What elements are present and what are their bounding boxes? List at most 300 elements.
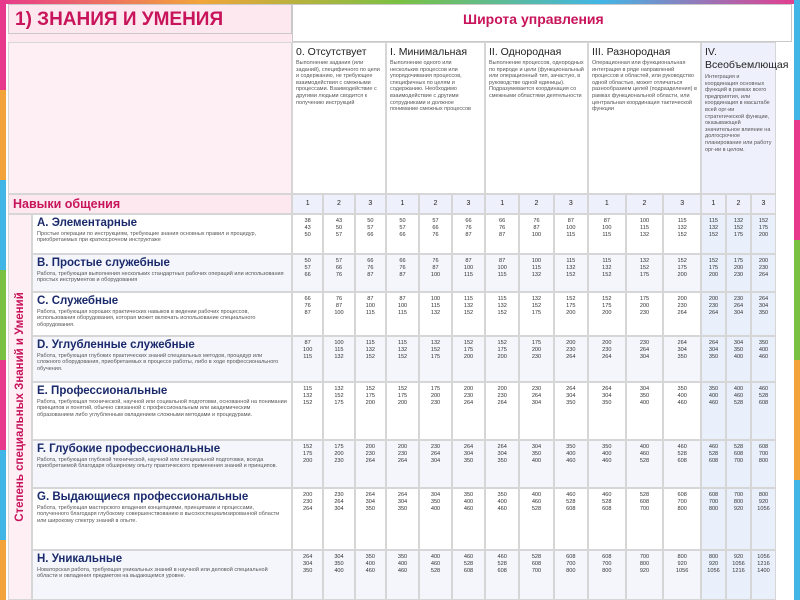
points-cell: [726, 550, 751, 600]
points-cell: [485, 214, 519, 254]
points-value: 87: [603, 218, 610, 224]
points-value: 700: [733, 458, 744, 464]
points-value: 175: [334, 400, 344, 406]
scope-column-title: IV. Всеобъемлющая: [705, 46, 789, 71]
points-value: 132: [497, 303, 507, 309]
points-value: 132: [397, 347, 408, 353]
points-value: 152: [708, 258, 719, 264]
points-cell: [751, 440, 776, 488]
points-value: 57: [399, 225, 406, 231]
points-value: 152: [758, 218, 769, 224]
points-value: 350: [708, 354, 719, 360]
points-value: 350: [602, 444, 612, 450]
points-value: 528: [531, 506, 542, 512]
points-value: 460: [733, 393, 744, 399]
points-value: 152: [639, 265, 650, 271]
points-value: 304: [602, 393, 612, 399]
points-cell: [663, 488, 701, 550]
communication-level-cell: 3: [355, 194, 386, 214]
communication-level-cell: 2: [726, 194, 751, 214]
points-value: 175: [566, 303, 576, 309]
points-value: 528: [430, 568, 441, 574]
communication-level-cell: 1: [588, 194, 626, 214]
points-cell: [626, 440, 664, 488]
points-value: 200: [302, 492, 313, 498]
points-value: 100: [397, 303, 408, 309]
points-cell: [355, 440, 386, 488]
points-value: 460: [566, 458, 576, 464]
points-cell: [626, 254, 664, 292]
points-value: 200: [566, 310, 576, 316]
points-value: 264: [497, 400, 507, 406]
points-value: 264: [566, 386, 576, 392]
points-value: 76: [335, 296, 343, 302]
points-cell: [386, 550, 419, 600]
points-cell: [292, 440, 323, 488]
points-value: 264: [302, 506, 313, 512]
points-value: 87: [399, 272, 406, 278]
points-cell: [663, 550, 701, 600]
points-value: 350: [708, 386, 719, 392]
points-value: 115: [497, 296, 507, 302]
points-cell: [485, 254, 519, 292]
scope-column-header: [588, 42, 701, 194]
knowledge-level-title: B. Простые служебные: [37, 257, 170, 269]
points-value: 152: [430, 347, 441, 353]
knowledge-level-description: Новаторская работа, требующая уникальных знаний в научной или деловой специальной области и овладения предметом на выдающемся уровне.: [37, 567, 268, 580]
navyki-label-cell: [8, 194, 292, 214]
points-cell: [726, 214, 751, 254]
points-value: 100: [430, 272, 441, 278]
points-cell: [626, 550, 664, 600]
points-value: 66: [304, 272, 311, 278]
knowledge-level-label: [32, 382, 292, 440]
points-value: 528: [566, 499, 576, 505]
points-cell: [452, 336, 485, 382]
points-value: 230: [531, 354, 542, 360]
points-value: 1056: [757, 554, 770, 560]
points-value: 57: [367, 225, 374, 231]
points-value: 460: [602, 458, 612, 464]
points-cell: [554, 550, 588, 600]
points-cell: [701, 440, 726, 488]
points-value: 608: [602, 554, 612, 560]
points-cell: [452, 254, 485, 292]
points-cell: [292, 214, 323, 254]
points-value: 87: [304, 310, 311, 316]
points-value: 152: [566, 272, 576, 278]
points-value: 175: [708, 265, 719, 271]
points-value: 152: [365, 354, 375, 360]
points-value: 264: [365, 458, 375, 464]
points-cell: [355, 214, 386, 254]
points-value: 264: [302, 554, 313, 560]
points-value: 132: [334, 354, 344, 360]
points-value: 350: [677, 386, 687, 392]
communication-level-cell: 3: [663, 194, 701, 214]
points-cell: [452, 292, 485, 336]
points-value: 152: [497, 340, 507, 346]
communication-level-cell: 3: [452, 194, 485, 214]
points-value: 350: [430, 499, 441, 505]
points-value: 230: [497, 393, 507, 399]
points-cell: [701, 550, 726, 600]
points-value: 50: [399, 218, 406, 224]
points-value: 66: [432, 225, 439, 231]
points-cell: [701, 336, 726, 382]
points-value: 400: [758, 347, 769, 353]
points-value: 800: [639, 561, 650, 567]
scope-column-title: 0. Отсутствует: [296, 46, 367, 58]
points-value: 50: [304, 258, 311, 264]
vertical-axis-label: Степень специальных Знаний и Умений: [14, 292, 26, 522]
knowledge-level-description: Работа, требующая глубокой технической, научной или специальной подготовки, всегда приобретаемой благодаря обширному опыту практического применения знаний и принципов.: [37, 457, 278, 470]
points-value: 230: [733, 272, 744, 278]
points-cell: [419, 254, 452, 292]
points-cell: [519, 488, 553, 550]
points-value: 152: [708, 232, 719, 238]
points-value: 400: [639, 400, 650, 406]
section-title: 1) ЗНАНИЯ И УМЕНИЯ: [15, 9, 224, 30]
navyki-label: Навыки общения: [13, 197, 121, 211]
points-value: 76: [432, 232, 439, 238]
points-value: 400: [639, 444, 650, 450]
points-cell: [588, 382, 626, 440]
points-value: 264: [708, 340, 719, 346]
points-cell: [726, 336, 751, 382]
points-value: 57: [432, 218, 439, 224]
points-cell: [419, 550, 452, 600]
points-cell: [726, 292, 751, 336]
points-value: 528: [639, 492, 650, 498]
points-cell: [751, 382, 776, 440]
points-value: 264: [497, 444, 507, 450]
points-value: 920: [708, 561, 719, 567]
slide: [8, 4, 792, 600]
points-value: 152: [566, 296, 576, 302]
points-value: 350: [302, 568, 313, 574]
points-cell: [751, 550, 776, 600]
points-value: 528: [639, 458, 650, 464]
points-value: 608: [497, 568, 507, 574]
points-value: 200: [302, 458, 313, 464]
points-cell: [323, 214, 354, 254]
points-value: 304: [430, 492, 441, 498]
points-cell: [663, 292, 701, 336]
points-value: 230: [602, 347, 612, 353]
points-value: 264: [677, 310, 687, 316]
points-value: 200: [602, 340, 612, 346]
points-value: 608: [708, 492, 719, 498]
points-value: 350: [397, 506, 408, 512]
points-value: 132: [531, 296, 542, 302]
decorative-left-border: [0, 0, 6, 600]
points-value: 200: [639, 303, 650, 309]
section-title-box: [8, 4, 292, 34]
communication-level-cell: 2: [323, 194, 354, 214]
points-value: 264: [566, 354, 576, 360]
points-value: 87: [399, 296, 406, 302]
points-value: 152: [334, 393, 344, 399]
points-value: 400: [677, 393, 687, 399]
points-value: 920: [733, 554, 744, 560]
points-value: 264: [708, 310, 719, 316]
points-value: 115: [303, 386, 313, 392]
points-value: 264: [397, 492, 408, 498]
points-value: 152: [397, 386, 408, 392]
scope-column-header: [701, 42, 789, 194]
points-value: 50: [367, 218, 374, 224]
points-value: 400: [602, 451, 612, 457]
communication-level-cell: 1: [485, 194, 519, 214]
points-value: 528: [463, 561, 474, 567]
points-value: 264: [463, 444, 474, 450]
points-value: 400: [334, 568, 344, 574]
knowledge-level-description: Работа, требующая технической, научной или социальной подготовки, основанной на понимании принципов и понятий, обычно связанной с профессиональным или академическим образованием либо углубленным овладением сложными методами и процедурами.: [37, 399, 287, 418]
communication-level-cell: 1: [386, 194, 419, 214]
points-cell: [292, 382, 323, 440]
points-value: 230: [531, 386, 542, 392]
points-value: 264: [463, 400, 474, 406]
points-cell: [292, 336, 323, 382]
communication-level-cell: 1: [292, 194, 323, 214]
points-value: 304: [365, 499, 375, 505]
points-cell: [663, 440, 701, 488]
points-value: 87: [499, 232, 506, 238]
points-cell: [519, 292, 553, 336]
points-cell: [588, 488, 626, 550]
points-value: 230: [430, 444, 441, 450]
points-value: 100: [531, 258, 542, 264]
knowledge-level-description: Работа, требующая глубоких практических знаний специальных методов, процедур или сложного оборудования, приобретаемых в процессе работы, либо в ходе профессионального обучения.: [37, 353, 279, 372]
points-value: 100: [302, 347, 313, 353]
points-value: 304: [733, 310, 744, 316]
scope-column-header: [386, 42, 485, 194]
points-value: 800: [758, 458, 769, 464]
points-value: 115: [464, 296, 473, 302]
points-value: 400: [733, 386, 744, 392]
points-value: 115: [677, 218, 687, 224]
points-value: 100: [365, 303, 375, 309]
points-value: 76: [367, 265, 374, 271]
points-value: 87: [465, 232, 472, 238]
points-value: 304: [334, 506, 344, 512]
points-value: 132: [365, 347, 375, 353]
points-value: 152: [497, 310, 507, 316]
points-value: 304: [758, 303, 769, 309]
points-value: 304: [733, 340, 744, 346]
points-cell: [554, 292, 588, 336]
points-value: 66: [304, 296, 311, 302]
points-value: 115: [532, 265, 541, 271]
points-value: 132: [430, 340, 441, 346]
points-value: 460: [758, 386, 769, 392]
points-value: 66: [335, 265, 343, 271]
points-cell: [519, 336, 553, 382]
points-value: 175: [302, 451, 313, 457]
points-cell: [355, 382, 386, 440]
points-value: 1216: [757, 561, 770, 567]
points-value: 400: [430, 506, 441, 512]
points-value: 200: [397, 444, 408, 450]
points-value: 57: [335, 232, 343, 238]
points-value: 132: [463, 303, 474, 309]
points-value: 200: [463, 354, 474, 360]
points-value: 700: [758, 451, 769, 457]
points-value: 152: [365, 386, 375, 392]
points-cell: [292, 254, 323, 292]
points-value: 304: [566, 393, 576, 399]
points-value: 230: [758, 265, 769, 271]
points-value: 230: [463, 393, 474, 399]
points-value: 608: [602, 506, 612, 512]
points-value: 100: [531, 232, 542, 238]
points-value: 66: [499, 218, 506, 224]
knowledge-level-label: [32, 550, 292, 600]
points-cell: [485, 440, 519, 488]
points-value: 115: [431, 303, 440, 309]
points-value: 200: [602, 310, 612, 316]
points-value: 400: [531, 458, 542, 464]
points-value: 400: [566, 451, 576, 457]
points-cell: [485, 382, 519, 440]
points-value: 350: [677, 354, 687, 360]
points-cell: [554, 254, 588, 292]
points-value: 1056: [707, 568, 720, 574]
points-cell: [701, 488, 726, 550]
points-value: 200: [758, 232, 769, 238]
points-value: 608: [639, 499, 650, 505]
points-cell: [726, 440, 751, 488]
points-value: 57: [335, 258, 343, 264]
points-value: 460: [639, 451, 650, 457]
points-value: 460: [397, 568, 408, 574]
points-value: 115: [303, 354, 313, 360]
points-value: 76: [304, 303, 311, 309]
knowledge-level-label: [32, 440, 292, 488]
points-value: 115: [640, 225, 649, 231]
points-value: 57: [304, 265, 311, 271]
points-value: 800: [733, 499, 744, 505]
points-value: 460: [677, 400, 687, 406]
points-value: 460: [497, 506, 507, 512]
points-value: 175: [733, 258, 744, 264]
points-value: 608: [531, 561, 542, 567]
points-cell: [323, 336, 354, 382]
points-value: 608: [758, 444, 769, 450]
points-cell: [292, 550, 323, 600]
points-value: 1056: [732, 561, 745, 567]
points-value: 264: [365, 492, 375, 498]
decorative-right-border: [794, 0, 800, 600]
points-value: 115: [602, 258, 612, 264]
scope-column-description: Выполнение одного или нескольких процессов или упорядочивания процессов, специфичных по целям и содержанию. Необходимо взаимодействие с другими сотрудниками и должное понимание смежных процессов: [390, 60, 471, 113]
points-value: 175: [602, 303, 612, 309]
points-value: 132: [602, 265, 612, 271]
points-value: 460: [430, 561, 441, 567]
knowledge-level-title: F. Глубокие профессиональные: [37, 443, 221, 455]
points-value: 152: [733, 225, 744, 231]
points-cell: [386, 336, 419, 382]
points-value: 608: [708, 458, 719, 464]
points-value: 460: [566, 492, 576, 498]
points-value: 132: [430, 310, 441, 316]
points-value: 87: [335, 303, 343, 309]
points-value: 528: [602, 499, 612, 505]
points-value: 115: [398, 310, 407, 316]
points-value: 132: [677, 225, 687, 231]
points-value: 264: [758, 272, 769, 278]
points-cell: [323, 488, 354, 550]
points-value: 304: [531, 400, 542, 406]
points-value: 350: [566, 444, 576, 450]
points-value: 920: [677, 561, 687, 567]
points-cell: [701, 382, 726, 440]
points-value: 50: [335, 225, 343, 231]
points-value: 608: [566, 554, 576, 560]
points-value: 115: [398, 340, 407, 346]
scope-header-box: [292, 4, 792, 42]
knowledge-level-label: [32, 254, 292, 292]
points-value: 230: [334, 458, 344, 464]
points-value: 460: [677, 444, 687, 450]
points-cell: [386, 254, 419, 292]
points-cell: [554, 382, 588, 440]
points-value: 1056: [675, 568, 689, 574]
points-value: 175: [639, 272, 650, 278]
points-cell: [386, 440, 419, 488]
communication-level-cell: 1: [701, 194, 726, 214]
points-value: 87: [533, 225, 540, 231]
points-value: 152: [602, 296, 612, 302]
points-value: 350: [566, 400, 576, 406]
points-cell: [626, 292, 664, 336]
points-value: 264: [602, 354, 612, 360]
points-value: 460: [531, 499, 542, 505]
scope-column-description: Выполнение задания (или заданий), специфичного по цели и содержанию, не требующее взаимодействия с смежными процессами. Взаимодействие с другими людьми сводится к получению инструкций: [296, 60, 380, 106]
points-value: 528: [758, 393, 769, 399]
points-value: 152: [302, 400, 313, 406]
points-value: 115: [334, 347, 344, 353]
points-value: 132: [639, 232, 650, 238]
points-value: 200: [497, 386, 507, 392]
communication-level-cell: 3: [751, 194, 776, 214]
points-value: 230: [639, 340, 650, 346]
points-cell: [588, 336, 626, 382]
points-value: 200: [397, 400, 408, 406]
points-value: 132: [733, 218, 744, 224]
knowledge-level-description: Работа, требующая выполнения нескольких стандартных рабочих операций или использования простых инструментов и оборудования: [37, 271, 284, 284]
points-cell: [323, 440, 354, 488]
points-cell: [485, 550, 519, 600]
points-cell: [419, 214, 452, 254]
points-value: 528: [733, 444, 744, 450]
points-value: 264: [334, 499, 344, 505]
points-value: 87: [499, 258, 506, 264]
points-cell: [626, 488, 664, 550]
points-value: 76: [465, 225, 472, 231]
points-value: 700: [733, 492, 744, 498]
points-value: 200: [334, 451, 344, 457]
points-value: 87: [367, 272, 374, 278]
points-value: 460: [708, 444, 719, 450]
points-value: 175: [334, 444, 344, 450]
points-value: 400: [531, 492, 542, 498]
points-value: 700: [677, 499, 687, 505]
points-value: 66: [367, 258, 374, 264]
points-value: 700: [639, 554, 650, 560]
points-value: 200: [677, 272, 687, 278]
